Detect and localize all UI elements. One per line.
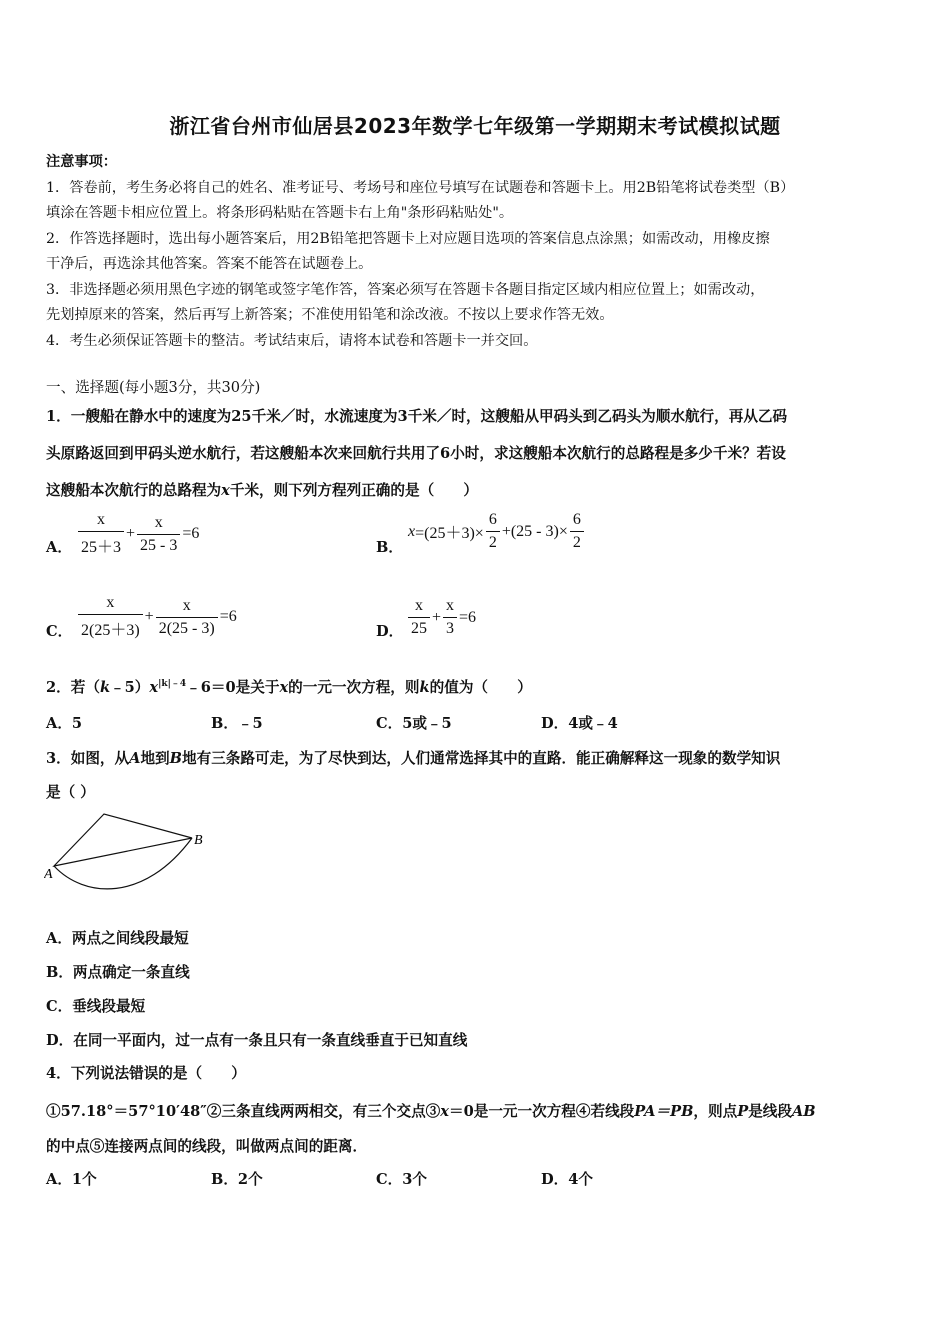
q2-text: 的值为（ ）: [429, 679, 532, 696]
q2-option-d[interactable]: D．4或﹣4: [541, 715, 618, 732]
q1-option-b-label[interactable]: B．: [376, 539, 403, 556]
numerator: x: [446, 597, 455, 614]
label-b: B: [194, 833, 203, 848]
q1-line: [46, 472, 906, 509]
q3-option-b[interactable]: B．两点确定一条直线: [46, 964, 190, 981]
q1-option-a-equation: [76, 511, 199, 557]
note-line: 3．非选择题必须用黑色字迹的钢笔或签字笔作答，答案必须写在答题卡各题目指定区域内相应位置上；如需改动，: [46, 281, 765, 298]
plus-sign: +: [126, 525, 136, 542]
q4-text: 是线段: [748, 1103, 792, 1120]
var-k: k: [419, 679, 430, 696]
q2-text: 的一元一次方程，则: [288, 679, 420, 696]
q1-option-c-label[interactable]: C．: [46, 623, 73, 640]
q2-text: ﹣5）: [110, 679, 150, 696]
page-title: 浙江省台州市仙居县2023年数学七年级第一学期期末考试模拟试题: [169, 114, 781, 138]
q4-line: 的中点⑤连接两点间的线段，叫做两点间的距离．: [46, 1138, 368, 1155]
eq-text: +(25 - 3)×: [501, 522, 568, 540]
q2-option-b[interactable]: B．﹣5: [211, 715, 263, 732]
label-a: A: [44, 867, 53, 882]
question-3: [46, 742, 906, 810]
var-x: x: [149, 679, 159, 696]
question-4-statements: [46, 1094, 906, 1164]
denominator: 2(25＋3): [78, 614, 143, 640]
fraction: [137, 514, 180, 555]
numerator: x: [415, 597, 423, 614]
notes-block: [46, 150, 906, 354]
q4-text: ，则点: [693, 1103, 738, 1120]
rhs: =6: [219, 608, 237, 625]
q4-option-c[interactable]: C．3个: [376, 1171, 427, 1188]
var-x: x: [440, 1103, 449, 1120]
q2-text: ﹣6＝0是关于: [186, 679, 280, 696]
point-a: A: [129, 750, 141, 767]
denominator: 2: [570, 531, 584, 552]
var-x: x: [408, 522, 416, 540]
var-x: x: [221, 482, 230, 499]
q1-option-a-label[interactable]: A．: [46, 539, 72, 556]
point-p: P: [737, 1103, 749, 1120]
fraction: [486, 511, 500, 552]
path-diagram: [44, 808, 214, 898]
q3-option-c[interactable]: C．垂线段最短: [46, 998, 146, 1015]
plus-sign: +: [432, 608, 442, 626]
fraction: [570, 511, 584, 552]
q3-text: 地有三条路可走，为了尽快到达，人们通常选择其中的直路．能正确解释这一现象的数学知识: [182, 750, 781, 767]
upper-path: [54, 814, 192, 866]
fraction: [156, 597, 218, 638]
q1-line: 1．一艘船在静水中的速度为25千米／时，水流速度为3千米／时，这艘船从甲码头到乙码头为顺水航行，再从乙码: [46, 408, 788, 425]
point-b: B: [169, 750, 182, 767]
q1-option-d-equation: [406, 597, 476, 638]
note-line: 先划掉原来的答案，然后再写上新答案；不准使用铅笔和涂改液。不按以上要求作答无效。: [46, 307, 614, 323]
denominator: 3: [443, 617, 457, 638]
denominator: 25 - 3: [137, 534, 180, 555]
notes-heading: 注意事项：: [46, 154, 117, 170]
q4-text: ＝0是一元一次方程④若线段: [448, 1103, 635, 1120]
q1-option-d-label[interactable]: D．: [376, 623, 404, 640]
q1-option-c-equation: [76, 594, 237, 640]
q3-text: 地到: [140, 750, 170, 767]
q3-text: 3．如图，从: [46, 750, 130, 767]
plus-sign: +: [144, 608, 154, 625]
q4-line: [46, 1094, 906, 1129]
fraction: [408, 597, 430, 638]
q1-line: 头原路返回到甲码头逆水航行，若这艘船本次来回航行共用了6小时，求这艘船本次航行的总路程是多少千米？若设: [46, 445, 786, 462]
question-4-stem: 4．下列说法错误的是（ ）: [46, 1065, 246, 1082]
denominator: 2: [486, 531, 500, 552]
q4-option-a[interactable]: A．1个: [46, 1171, 97, 1188]
var-x: x: [279, 679, 289, 696]
segment-eq: PA＝PB: [634, 1103, 694, 1120]
note-line: 1．答卷前，考生务必将自己的姓名、准考证号、考场号和座位号填写在试题卷和答题卡上。用2B铅笔将试卷类型（B）: [46, 179, 795, 196]
fraction: [78, 594, 143, 640]
note-line: 填涂在答题卡相应位置上。将条形码粘贴在答题卡右上角"条形码粘贴处"。: [46, 205, 514, 221]
numerator: 6: [572, 511, 581, 528]
q1-text: 这艘船本次航行的总路程为: [46, 482, 222, 499]
question-2: [46, 676, 906, 697]
rhs: =6: [182, 525, 200, 542]
numerator: x: [106, 594, 115, 611]
q3-line: 是（ ）: [46, 784, 95, 801]
rhs: =6: [459, 608, 477, 626]
eq-text: =(25＋3)×: [415, 525, 484, 542]
segment-ab: AB: [791, 1103, 816, 1120]
question-1: [46, 398, 906, 509]
numerator: x: [154, 513, 163, 531]
denominator: 25: [408, 617, 430, 638]
q4-text: ①57.18°＝57°10′48″②三条直线两两相交，有三个交点③: [46, 1103, 441, 1120]
q4-option-d[interactable]: D．4个: [541, 1171, 593, 1188]
note-line: 2．作答选择题时，选出每小题答案后，用2B铅笔把答题卡上对应题目选项的答案信息点涂黑；如需改动，用橡皮擦: [46, 230, 770, 247]
var-k: k: [99, 679, 111, 696]
q3-line: [46, 742, 906, 776]
curved-path: [54, 838, 192, 889]
numerator: x: [97, 511, 105, 528]
q3-option-d[interactable]: D．在同一平面内，过一点有一条且只有一条直线垂直于已知直线: [46, 1032, 468, 1049]
q1-option-b-equation: [408, 511, 586, 552]
fraction: [443, 597, 457, 638]
section-heading: 一、选择题(每小题3分，共30分): [46, 379, 261, 396]
exponent: |k|﹣4: [158, 679, 187, 690]
q4-option-b[interactable]: B．2个: [211, 1171, 263, 1188]
q2-option-c[interactable]: C．5或﹣5: [376, 715, 452, 732]
note-line: 干净后，再选涂其他答案。答案不能答在试题卷上。: [46, 256, 373, 272]
denominator: 2(25 - 3): [156, 617, 218, 638]
fraction: [78, 511, 124, 557]
q2-option-a[interactable]: A．5: [46, 715, 83, 732]
numerator: x: [182, 596, 191, 614]
denominator: 25＋3: [78, 531, 124, 557]
q1-text: 千米，则下列方程列正确的是（ ）: [229, 482, 478, 499]
q2-text: 2．若（: [46, 679, 100, 696]
q3-option-a[interactable]: A．两点之间线段最短: [46, 930, 189, 947]
numerator: 6: [488, 511, 497, 528]
note-line: 4．考生必须保证答题卡的整洁。考试结束后，请将本试卷和答题卡一并交回。: [46, 332, 538, 349]
